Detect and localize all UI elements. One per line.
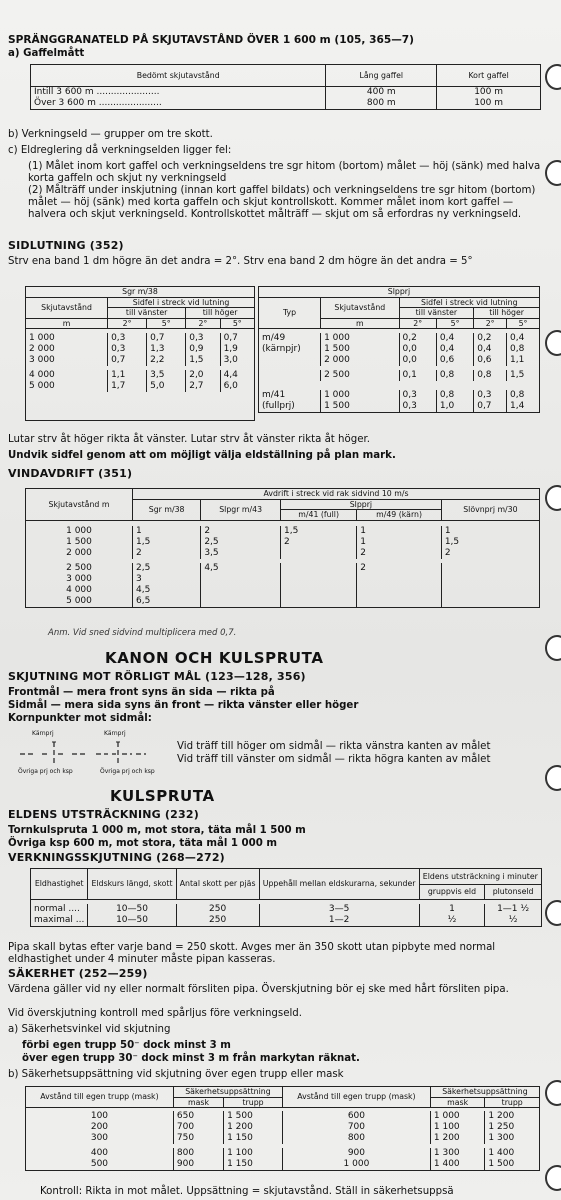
table-cell: 2,7 bbox=[186, 381, 220, 392]
sidlutning-table-right bbox=[258, 286, 540, 413]
table-cell: 1 bbox=[357, 526, 442, 537]
punch-hole bbox=[545, 900, 561, 926]
col-header: till höger bbox=[186, 308, 255, 319]
table-cell: (fullprj) bbox=[259, 401, 321, 413]
table-cell: 1 000 bbox=[282, 1159, 430, 1171]
table-cell: 1,1 bbox=[108, 370, 147, 381]
col-header: till höger bbox=[474, 308, 540, 319]
table-cell: 10—50 bbox=[88, 904, 176, 915]
table-cell: 2,0 bbox=[186, 370, 220, 381]
col-header: Avstånd till egen trupp (mask) bbox=[282, 1087, 430, 1108]
table-cell: 1 400 bbox=[485, 1148, 540, 1159]
table-cell: 1 500 bbox=[485, 1159, 540, 1171]
table-cell: 1 bbox=[133, 526, 201, 537]
col-header: 5° bbox=[220, 318, 254, 329]
col-header: Slpgr m/43 bbox=[201, 499, 281, 520]
body-paragraph: (2) Målträff under inskjutning (innan kort gaffel bildats) och verkningseldens tre sgr hitom (bortom) målet — höj (sänk) med korta gaffeln och skjut kontrollskott. Kommer målet inom kort gaffel — halvera och skjut verkningseld. Kontrollskottet målträff — skjut om så erfordras ny verkningseld. bbox=[28, 185, 536, 221]
table-cell: 0,6 bbox=[436, 355, 473, 366]
body-line: Frontmål — mera front syns än sida — rikta på bbox=[8, 687, 275, 698]
table-cell: 100 bbox=[26, 1111, 174, 1122]
table-cell: 800 bbox=[173, 1148, 223, 1159]
table-cell: 1,0 bbox=[436, 401, 473, 413]
col-header: mask bbox=[430, 1097, 485, 1108]
col-header: till vänster bbox=[399, 308, 474, 319]
table-cell: 2 500 bbox=[26, 563, 133, 574]
table-cell: 3 000 bbox=[26, 355, 108, 366]
table-cell: 1,5 bbox=[441, 537, 539, 548]
table-cell: 1 150 bbox=[224, 1133, 283, 1144]
table-cell: 0,3 bbox=[399, 401, 436, 413]
punch-hole bbox=[545, 64, 561, 90]
table-cell: 6,5 bbox=[133, 596, 201, 608]
punch-hole bbox=[545, 330, 561, 356]
table-cell bbox=[280, 548, 356, 559]
col-header: Bedömt skjutavstånd bbox=[31, 65, 326, 87]
table-cell: maximal ... bbox=[31, 915, 88, 927]
body-line: Vid träff till vänster om sidmål — rikta högra kanten av målet bbox=[177, 754, 491, 765]
table-cell: 0,4 bbox=[436, 344, 473, 355]
kornpunkt-diagram bbox=[16, 728, 176, 778]
table-cell: 0,2 bbox=[399, 333, 436, 344]
table-cell: 3 000 bbox=[26, 574, 133, 585]
group-header: Sgr m/38 bbox=[26, 287, 255, 298]
chapter-title: KANON OCH KULSPRUTA bbox=[105, 649, 324, 667]
table-cell: 400 bbox=[26, 1148, 174, 1159]
table-cell: 0,7 bbox=[474, 401, 507, 413]
table-cell: 5,0 bbox=[147, 381, 186, 392]
col-header: trupp bbox=[485, 1097, 540, 1108]
table-cell: ½ bbox=[419, 915, 485, 927]
table-cell: 2 000 bbox=[26, 548, 133, 559]
table-cell: 2 bbox=[441, 548, 539, 559]
table-cell bbox=[280, 574, 356, 585]
table-cell bbox=[441, 563, 539, 574]
table-cell: 2 000 bbox=[321, 355, 399, 366]
table-cell: 700 bbox=[282, 1122, 430, 1133]
table-cell: 0,3 bbox=[108, 333, 147, 344]
table-cell: 1,1 bbox=[507, 355, 540, 366]
table-cell: 1,3 bbox=[147, 344, 186, 355]
table-cell: 2 bbox=[133, 548, 201, 559]
col-header: Slpprj bbox=[280, 499, 441, 510]
table-cell: 5 000 bbox=[26, 596, 133, 608]
sakerhet-table bbox=[25, 1086, 540, 1171]
table-cell: 0,8 bbox=[507, 344, 540, 355]
table-note: Anm. Vid sned sidvind multiplicera med 0,7. bbox=[48, 628, 237, 638]
body-paragraph: Strv ena band 1 dm högre än det andra = 2°. Strv ena band 2 dm högre än det andra = 5° bbox=[8, 256, 473, 267]
col-header: Säkerhetsuppsättning bbox=[173, 1087, 282, 1098]
body-line: Kontroll: Rikta in mot målet. Uppsättning = skjutavstånd. Ställ in säkerhetsuppsä bbox=[40, 1186, 454, 1197]
table-cell: 1 200 bbox=[485, 1111, 540, 1122]
col-header: Sidfel i streck vid lutning bbox=[399, 297, 539, 308]
table-cell: 1 100 bbox=[430, 1122, 485, 1133]
table-cell: 0,8 bbox=[507, 390, 540, 401]
section-title: SPRÄNGGRANATELD PÅ SKJUTAVSTÅND ÖVER 1 600 m (105, 365—7) bbox=[8, 34, 414, 46]
table-cell bbox=[441, 585, 539, 596]
table-cell: 1,5 bbox=[507, 370, 540, 381]
body-line: b) Verkningseld — grupper om tre skott. bbox=[8, 129, 213, 140]
gaffel-table bbox=[30, 64, 541, 110]
col-header: m/41 (full) bbox=[280, 510, 356, 521]
col-header: Typ bbox=[259, 297, 321, 329]
chapter-title: KULSPRUTA bbox=[110, 787, 215, 805]
table-cell: 1 bbox=[419, 904, 485, 915]
table-cell: 1 200 bbox=[430, 1133, 485, 1144]
table-cell: 1—1 ½ bbox=[485, 904, 542, 915]
table-cell: 800 m bbox=[326, 98, 437, 110]
table-cell: 0,8 bbox=[474, 370, 507, 381]
table-cell: 0,3 bbox=[186, 333, 220, 344]
section-title: SÄKERHET (252—259) bbox=[8, 967, 148, 980]
body-line: c) Eldreglering då verkningselden ligger fel: bbox=[8, 145, 232, 156]
table-cell: 4,4 bbox=[220, 370, 254, 381]
table-cell: 1 500 bbox=[321, 344, 399, 355]
table-cell: 3 bbox=[133, 574, 201, 585]
subsection-label: a) Gaffelmått bbox=[8, 48, 85, 59]
col-header: trupp bbox=[224, 1097, 283, 1108]
table-cell: 700 bbox=[173, 1122, 223, 1133]
table-cell: 4 000 bbox=[26, 370, 108, 381]
table-cell bbox=[280, 585, 356, 596]
col-header: Avstånd till egen trupp (mask) bbox=[26, 1087, 174, 1108]
section-title: SIDLUTNING (352) bbox=[8, 239, 124, 252]
table-cell: 1,7 bbox=[108, 381, 147, 392]
table-cell bbox=[259, 370, 321, 381]
col-header: 2° bbox=[108, 318, 147, 329]
table-cell: 1 000 bbox=[321, 333, 399, 344]
table-cell: 1—2 bbox=[259, 915, 419, 927]
col-header: plutonseld bbox=[485, 884, 542, 900]
sidlutning-table-left bbox=[25, 286, 255, 421]
table-cell: 1 500 bbox=[321, 401, 399, 413]
table-cell: 250 bbox=[176, 904, 259, 915]
table-cell: 4,5 bbox=[201, 563, 281, 574]
col-header: mask bbox=[173, 1097, 223, 1108]
table-cell: m/41 bbox=[259, 390, 321, 401]
table-cell: 4 000 bbox=[26, 585, 133, 596]
table-cell bbox=[259, 355, 321, 366]
table-cell: 1 000 bbox=[430, 1111, 485, 1122]
table-cell bbox=[357, 585, 442, 596]
body-line: Övriga ksp 600 m, mot stora, täta mål 1 000 m bbox=[8, 838, 277, 849]
diagram-label: Övriga prj och ksp bbox=[100, 768, 155, 775]
table-cell: 300 bbox=[26, 1133, 174, 1144]
table-cell: 0,4 bbox=[436, 333, 473, 344]
table-cell bbox=[357, 574, 442, 585]
table-cell: 2 500 bbox=[321, 370, 399, 381]
table-cell: 600 bbox=[282, 1111, 430, 1122]
table-cell: 1 500 bbox=[26, 537, 133, 548]
col-header: gruppvis eld bbox=[419, 884, 485, 900]
col-header: 2° bbox=[399, 318, 436, 329]
table-cell: 2,5 bbox=[133, 563, 201, 574]
table-cell: normal .... bbox=[31, 904, 88, 915]
col-header: Skjutavstånd bbox=[26, 297, 108, 318]
section-title: VERKNINGSSKJUTNING (268—272) bbox=[8, 851, 225, 864]
table-cell: 250 bbox=[176, 915, 259, 927]
table-cell: 2 bbox=[280, 537, 356, 548]
body-line: Undvik sidfel genom att om möjligt välja eldställning på plan mark. bbox=[8, 450, 396, 461]
col-header: Eldhastighet bbox=[31, 869, 88, 900]
col-header: Kort gaffel bbox=[437, 65, 541, 87]
col-header: 5° bbox=[507, 318, 540, 329]
table-cell bbox=[201, 574, 281, 585]
body-line: Tornkulspruta 1 000 m, mot stora, täta mål 1 500 m bbox=[8, 825, 306, 836]
table-cell bbox=[201, 585, 281, 596]
body-line: Vid överskjutning kontroll med spårljus före verkningseld. bbox=[8, 1008, 303, 1019]
vindavdrift-table bbox=[25, 488, 540, 608]
table-cell: 2 bbox=[201, 526, 281, 537]
col-header: 2° bbox=[474, 318, 507, 329]
table-cell: 1 500 bbox=[224, 1111, 283, 1122]
section-title: VINDAVDRIFT (351) bbox=[8, 467, 133, 480]
col-header: Slövnprj m/30 bbox=[441, 499, 539, 520]
diagram-label: Kärnprj bbox=[32, 730, 54, 737]
table-cell: 1 150 bbox=[224, 1159, 283, 1171]
table-cell: 0,6 bbox=[474, 355, 507, 366]
table-cell: 5 000 bbox=[26, 381, 108, 392]
body-line: Vid träff till höger om sidmål — rikta vänstra kanten av målet bbox=[177, 741, 491, 752]
table-cell: 1 bbox=[357, 537, 442, 548]
col-header: 5° bbox=[147, 318, 186, 329]
table-cell: 900 bbox=[173, 1159, 223, 1171]
table-cell: 1,5 bbox=[186, 355, 220, 366]
body-line: över egen trupp 30⁻ dock minst 3 m från markytan räknat. bbox=[22, 1053, 360, 1064]
table-cell bbox=[357, 596, 442, 608]
col-header: m bbox=[321, 318, 399, 329]
body-line: a) Säkerhetsvinkel vid skjutning bbox=[8, 1024, 171, 1035]
col-header: 2° bbox=[186, 318, 220, 329]
table-cell: 1 000 bbox=[26, 333, 108, 344]
table-cell bbox=[280, 596, 356, 608]
table-cell: 3,5 bbox=[147, 370, 186, 381]
table-cell bbox=[280, 563, 356, 574]
table-cell: 1 300 bbox=[485, 1133, 540, 1144]
body-paragraph: Pipa skall bytas efter varje band = 250 skott. Avges mer än 350 skott utan pipbyte med normal eldhastighet under 4 minuter måste pipan kasseras. bbox=[8, 942, 496, 966]
table-cell: 4,5 bbox=[133, 585, 201, 596]
table-cell: 6,0 bbox=[220, 381, 254, 392]
section-title: ELDENS UTSTRÄCKNING (232) bbox=[8, 808, 199, 821]
punch-hole bbox=[545, 485, 561, 511]
body-line: Kornpunkter mot sidmål: bbox=[8, 713, 152, 724]
table-cell: 0,3 bbox=[399, 390, 436, 401]
table-cell: 0,7 bbox=[220, 333, 254, 344]
table-cell: 2 bbox=[357, 563, 442, 574]
table-cell: 100 m bbox=[437, 98, 541, 110]
col-header: till vänster bbox=[108, 308, 186, 319]
table-cell: 0,1 bbox=[399, 370, 436, 381]
table-cell: 1,4 bbox=[507, 401, 540, 413]
table-cell: m/49 bbox=[259, 333, 321, 344]
col-header: 5° bbox=[436, 318, 473, 329]
table-cell: 0,9 bbox=[186, 344, 220, 355]
table-cell: 2 bbox=[357, 548, 442, 559]
table-cell: Över 3 600 m ...................... bbox=[31, 98, 326, 110]
table-cell: Intill 3 600 m ...................... bbox=[31, 87, 326, 99]
table-cell: 1 bbox=[441, 526, 539, 537]
table-cell bbox=[441, 596, 539, 608]
col-header: Säkerhetsuppsättning bbox=[430, 1087, 539, 1098]
table-cell: 2,2 bbox=[147, 355, 186, 366]
table-cell: 1 300 bbox=[430, 1148, 485, 1159]
table-cell: 1,5 bbox=[133, 537, 201, 548]
table-cell: 2 000 bbox=[26, 344, 108, 355]
table-cell: 1,9 bbox=[220, 344, 254, 355]
table-cell: 3,5 bbox=[201, 548, 281, 559]
table-cell: 3,0 bbox=[220, 355, 254, 366]
table-cell: 900 bbox=[282, 1148, 430, 1159]
table-cell: 0,7 bbox=[108, 355, 147, 366]
col-header: Skjutavstånd bbox=[321, 297, 399, 318]
col-header: Sidfel i streck vid lutning bbox=[108, 297, 255, 308]
punch-hole bbox=[545, 765, 561, 791]
body-paragraph: Värdena gäller vid ny eller normalt försliten pipa. Överskjutning bör ej ske med hårt försliten pipa. bbox=[8, 984, 509, 995]
group-header: Avdrift i streck vid rak sidvind 10 m/s bbox=[133, 489, 540, 500]
table-cell: 1 400 bbox=[430, 1159, 485, 1171]
table-cell: 0,2 bbox=[474, 333, 507, 344]
table-cell: 1,5 bbox=[280, 526, 356, 537]
body-line: Sidmål — mera sida syns än front — rikta vänster eller höger bbox=[8, 700, 359, 711]
col-header: Sgr m/38 bbox=[133, 499, 201, 520]
table-cell: 0,3 bbox=[474, 390, 507, 401]
table-cell: 0,3 bbox=[108, 344, 147, 355]
table-cell: (kärnpjr) bbox=[259, 344, 321, 355]
table-cell: 0,8 bbox=[436, 370, 473, 381]
body-line: b) Säkerhetsuppsättning vid skjutning över egen trupp eller mask bbox=[8, 1069, 344, 1080]
table-cell: 0,0 bbox=[399, 344, 436, 355]
diagram-label: Övriga prj och ksp bbox=[18, 768, 73, 775]
table-cell: 0,4 bbox=[474, 344, 507, 355]
table-cell: 1 200 bbox=[224, 1122, 283, 1133]
body-paragraph: (1) Målet inom kort gaffel och verkningseldens tre sgr hitom (bortom) målet — höj (sänk) med halva korta gaffeln och skjut ny verkningseld bbox=[28, 161, 541, 185]
col-header: Uppehåll mellan eldskurarna, sekunder bbox=[259, 869, 419, 900]
table-cell: ½ bbox=[485, 915, 542, 927]
table-cell: 750 bbox=[173, 1133, 223, 1144]
table-cell: 650 bbox=[173, 1111, 223, 1122]
section-title: SKJUTNING MOT RÖRLIGT MÅL (123—128, 356) bbox=[8, 670, 306, 683]
body-line: Lutar strv åt höger rikta åt vänster. Lutar strv åt vänster rikta åt höger. bbox=[8, 434, 370, 445]
col-header: Eldens utsträckning i minuter bbox=[419, 869, 541, 885]
table-cell: 0,8 bbox=[436, 390, 473, 401]
group-header: Slpprj bbox=[259, 287, 540, 298]
table-cell bbox=[201, 596, 281, 608]
table-cell: 0,0 bbox=[399, 355, 436, 366]
col-header: Skjutavstånd m bbox=[26, 489, 133, 521]
col-header: Eldskurs längd, skott bbox=[88, 869, 176, 900]
table-cell: 1 100 bbox=[224, 1148, 283, 1159]
table-cell: 100 m bbox=[437, 87, 541, 99]
table-cell bbox=[441, 574, 539, 585]
table-cell: 0,4 bbox=[507, 333, 540, 344]
table-cell: 10—50 bbox=[88, 915, 176, 927]
verkningsskjutning-table bbox=[30, 868, 542, 927]
punch-hole bbox=[545, 1080, 561, 1106]
table-cell: 400 m bbox=[326, 87, 437, 99]
body-line: förbi egen trupp 50⁻ dock minst 3 m bbox=[22, 1040, 231, 1051]
col-header: m bbox=[26, 318, 108, 329]
table-cell: 800 bbox=[282, 1133, 430, 1144]
table-cell: 1 000 bbox=[26, 526, 133, 537]
col-header: Lång gaffel bbox=[326, 65, 437, 87]
col-header: m/49 (kärn) bbox=[357, 510, 442, 521]
table-cell: 3—5 bbox=[259, 904, 419, 915]
table-cell: 2,5 bbox=[201, 537, 281, 548]
table-cell: 1 250 bbox=[485, 1122, 540, 1133]
table-cell: 0,7 bbox=[147, 333, 186, 344]
table-cell: 200 bbox=[26, 1122, 174, 1133]
table-cell: 500 bbox=[26, 1159, 174, 1171]
table-cell: 1 000 bbox=[321, 390, 399, 401]
col-header: Antal skott per pjäs bbox=[176, 869, 259, 900]
diagram-label: Kärnprj bbox=[104, 730, 126, 737]
